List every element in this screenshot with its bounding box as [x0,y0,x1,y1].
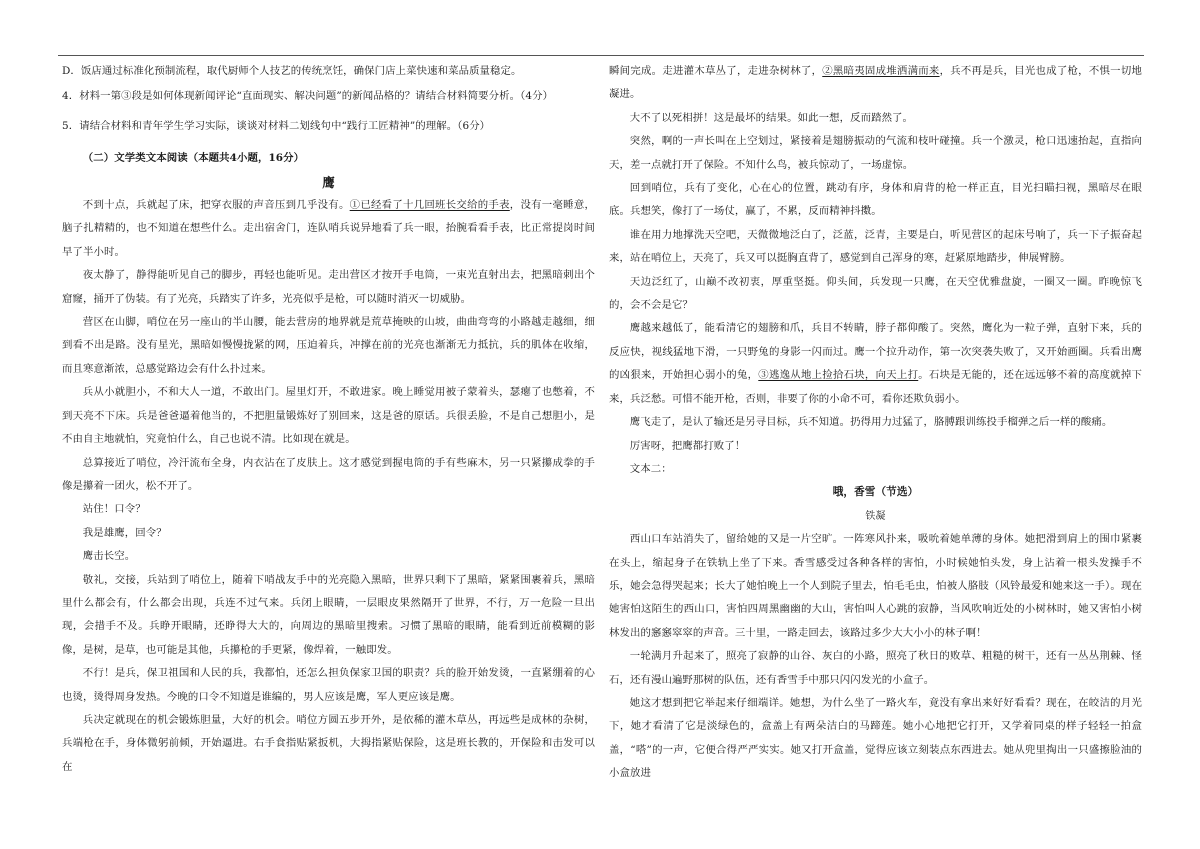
paragraph-r7: 鹰越来越低了，能看清它的翅膀和爪，兵目不转睛，脖子都仰酸了。突然，鹰化为一粒子弹，直射下来，兵的反应快，视线猛地下滑，一只野兔的身影一闪而过。鹰一个拉升动作，第一次突袭失败了，又开始画圈。兵看出鹰的凶狠来，开始担心弱小的兔，③逃逸从地上捡拾石块，向天上打。石块是无能的，还在远远够不着的高度就掉下来，兵泛愁。可惜不能开枪，否则，非要了你的小命不可，看你还欺负弱小。 [609,322,1143,405]
paragraph-9: 敬礼，交接，兵站到了哨位上，随着下哨战友手中的光亮隐入黑暗，世界只剩下了黑暗，紧紧围裹着兵，黑暗里什么都会有，什么都会出现，兵连不过气来。兵闭上眼睛，一层眼皮果然隔开了世界，不行，万一危险一旦出现，会措手不及。兵睁开眼睛，还睁得大大的，向周边的黑暗里搜索。习惯了黑暗的眼睛，能看到近前模糊的影像，是树，是草，也可能是其他，兵攥枪的手更紧，像焊着，一触即发。 [62,573,595,656]
paragraph-8: 鹰击长空。 [82,550,136,563]
paragraph-r11: 西山口车站消失了，留给她的又是一片空旷。一阵寒风扑来，吸吮着她单薄的身体。她把滑到肩上的围巾紧裹在头上，缩起身子在铁轨上坐了下来。香雪感受过各种各样的害怕，小时候她怕头发，身上沾着一根头发操手不乐，她会急得哭起来；长大了她怕晚上一个人到院子里去，怕毛毛虫，怕被人胳肢（风铃最爱和她来这一手）。现在她害怕这陌生的西山口，害怕四周黑幽幽的大山，害怕叫人心跳的寂静，当风吹响近处的小树林时，她又害怕小树林发出的窸窸窣窣的声音。三十里，一路走回去，该路过多少大大小小的林子啊！ [609,533,1142,639]
paragraph-r8: 鹰飞走了，是认了输还是另寻目标，兵不知道。扔得用力过猛了，胳膊跟训练投手榴弹之后一样的酸痛。 [629,416,1113,429]
paragraph-6: 站住！口令？ [82,503,146,516]
paragraph-r4: 回到哨位，兵有了变化，心在心的位置，跳动有序，身体和肩背的枪一样正直，目光扫瞄扫视，黑暗尽在眼底。兵想笑，像打了一场仗，赢了，不累，反而精神抖擞。 [609,182,1142,218]
paragraph-r13: 她这才想到把它举起来仔细端详。她想，为什么坐了一路火车，竟没有拿出来好好看看？现在，在皎洁的月光下，她才看清了它是淡绿色的，盒盖上有两朵洁白的马蹄莲。她小心地把它打开，又学着同桌的样子轻轻一拍盒盖，“嗒”的一声，它便合得严严实实。她又打开盒盖，觉得应该立刻装点东西进去。她从兜里掏出一只盛擦脸油的小盒放进 [609,696,1142,780]
question-5: 5．请结合材料和青年学生学习实际，谈谈对材料二划线句中“践行工匠精神”的理解。（6分） [62,119,491,132]
paragraph-r6: 天边泛红了，山巅不改初衷，厚重坚挺。仰头间，兵发现一只鹰，在天空优雅盘旋，一圈又一圈。昨晚惊飞的，会不会是它？ [609,275,1142,312]
paragraph-3: 营区在山脚，哨位在另一座山的半山腰，能去营房的地界就是荒草掩映的山坡，曲曲弯弯的小路越走越细，细到看不出是路。没有星光，黑暗如慢慢拢紧的网，压迫着兵，冲撑在前的光亮也渐渐无力抵抗，兵的肌体在收缩，而且寒意渐浓，总感觉路边会有什么扑过来。 [62,316,595,375]
paragraph-r9: 厉害呀，把鹰都打败了！ [629,439,746,452]
left-column [62,60,595,779]
header-rule [58,55,1144,56]
paragraph-4: 兵从小就胆小，不和大人一道，不敢出门。屋里灯开，不敢进家。晚上睡觉用被子蒙着头，瑟瘪了也憋着，不到天亮不下床。兵是爸爸逼着他当的，不把胆量锻炼好了别回来，这是爸的原话。兵很丢脸，不是自己想胆小，是不由自主地就怕，究竟怕什么，自己也说不清。比如现在就是。 [62,386,595,446]
paragraph-10: 不行！是兵，保卫祖国和人民的兵，我都怕，还怎么担负保家卫国的职责？兵的脸开始发烫，一直紧绷着的心也烫，烫得周身发热。今晚的口令不知道是谁编的，男人应该是鹰，军人更应该是鹰。 [62,667,595,703]
underlined-sentence-2: ②黑暗夷固成堆洒满而来 [822,65,940,77]
text-two-label: 文本二： [629,462,672,475]
text-two-author: 铁凝 [865,510,886,522]
underlined-sentence-3: ③逃逸从地上捡拾石块，向天上打 [758,369,919,382]
paragraph-r2: 大不了以死相拼！这是最坏的结果。如此一想，反而踏然了。 [629,111,914,124]
paragraph-11: 兵决定就现在的机会锻炼胆量，大好的机会。哨位方圆五步开外，是依稀的灌木草丛，再远些是成林的杂树，兵端枪在手，身体微躬前倾，开始逼进。右手食指贴紧扳机，大拇指紧贴保险，这是班长教的，开保险和击发可以在 [62,713,595,773]
paragraph-7: 我是雄鹰，回令？ [82,526,167,539]
underlined-sentence-1: ①已经看了十几回班长交给的手表 [349,199,510,212]
paragraph-r12: 一轮满月升起来了，照亮了寂静的山谷、灰白的小路，照亮了秋日的败草、粗糙的树干，还有一丛丛荆棘、怪石，还有漫山遍野那树的队伍，还有香雪手中那只闪闪发光的小盒子。 [609,650,1142,686]
paragraph-5: 总算接近了哨位，冷汗流布全身，内衣沾在了皮肤上。这才感觉到握电筒的手有些麻木，另一只紧攥成拳的手像是攥着一团火，松不开了。 [62,456,595,492]
text-two-title: 哦，香雪（节选） [832,486,919,499]
section-heading: （二）文学类文本阅读（本题共4小题，16分） [82,152,305,165]
paragraph-r5: 谁在用力地撑洗天空吧，天微微地泛白了，泛蓝，泛青，主要是白，听见营区的起床号响了，兵一下子振奋起来，站在哨位上，天亮了，兵又可以挺胸直背了，感觉到自己浑身的寒，赶紧原地踏步，伸展臂膀。 [609,228,1142,265]
story-title: 鹰 [322,174,335,190]
paragraph-r3: 突然，啊的一声长叫在上空划过，紧接着是翅膀振动的气流和枝叶碰撞。兵一个激灵，枪口迅速抬起，直指向天，差一点就打开了保险。不知什么鸟，被兵惊动了，一场虚惊。 [609,135,1142,171]
question-4: 4．材料一第③段是如何体现新闻评论“直面现实、解决问题”的新闻品格的？请结合材料简要分析。（4分） [62,90,554,103]
question-option-d: D．饭店通过标准化预制流程，取代厨师个人技艺的传统烹饪，确保门店上菜快速和菜品质量稳定。 [62,65,522,77]
paragraph-1: 不到十点，兵就起了床，把穿衣服的声音压到几乎没有。①已经看了十几回班长交给的手表，没有一毫睡意，脑子扎精精的，也不知道在想些什么。走出宿舍门，连队哨兵说异地看了兵一眼，抬腕看看手表，比正常提岗时间早了半小时。 [62,199,595,258]
right-column [609,60,1142,786]
paragraph-r1: 瞬间完成。走进灌木草丛了，走进杂树林了，②黑暗夷固成堆洒满而来，兵不再是兵，目光也成了枪，不惧一切地凝进。 [609,65,1142,101]
paragraph-2: 夜太静了，静得能听见自己的脚步，再轻也能听见。走出营区才按开手电筒，一束光直射出去，把黑暗刺出个窟窿，捅开了伪装。有了光亮，兵踏实了许多，光亮似乎是枪，可以随时消灭一切威胁。 [62,269,595,305]
